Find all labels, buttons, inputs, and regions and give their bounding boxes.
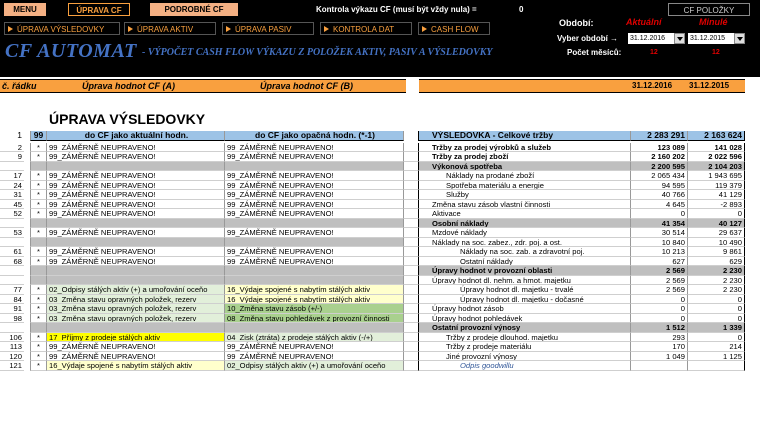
header-gap <box>404 131 418 141</box>
header-date-aktualni: 31.12.2016 <box>632 81 673 90</box>
table-row <box>0 361 760 371</box>
value-minule: -2 893 <box>687 200 745 210</box>
row-number: 17 <box>0 171 24 181</box>
value-aktualni: 4 645 <box>630 200 687 210</box>
vysledovka-label: Ostatní náklady <box>430 257 660 267</box>
value-minule: 40 127 <box>687 219 745 229</box>
row-marker: * <box>30 228 46 238</box>
minule-label: Minulé <box>699 17 728 27</box>
cf-b-select[interactable]: 16_Výdaje spojené s nabytím stálých aktiv <box>224 285 404 295</box>
radku-header: č. řádku <box>2 81 37 91</box>
uprava-a-header: Úprava hodnot CF (A) <box>82 81 175 91</box>
table-row <box>0 323 760 333</box>
vysledovka-label: Mzdové náklady <box>430 228 660 238</box>
cf-a-select[interactable]: 03_Změna stavu opravných položek, rezerv <box>46 304 224 314</box>
cf-b-select[interactable]: 99_ZÁMĚRNĚ NEUPRAVENO! <box>224 171 404 181</box>
row-marker: * <box>30 352 46 362</box>
nav-uprava-aktiv-button[interactable]: ÚPRAVA AKTIV <box>124 22 216 35</box>
cf-a-select[interactable] <box>46 219 224 229</box>
row-number: 2 <box>0 143 24 153</box>
cf-b-select[interactable] <box>224 266 404 276</box>
gap-cell <box>404 152 418 162</box>
cf-a-select[interactable]: 99_ZÁMĚRNĚ NEUPRAVENO! <box>46 152 224 162</box>
vysledovka-label: Úpravy hodnot dl. nehm. a hmot. majetku <box>430 276 660 286</box>
value-aktualni: 1 512 <box>630 323 687 333</box>
row-marker <box>30 162 46 172</box>
chevron-down-icon[interactable] <box>674 33 685 44</box>
table-row <box>0 162 760 172</box>
vysledovka-label: Tržby za prodej výrobků a služeb <box>430 143 660 153</box>
vysledovka-label: Odpis goodwillu <box>430 361 660 371</box>
row-number: 113 <box>0 342 24 352</box>
gap-cell <box>404 323 418 333</box>
cf-a-select[interactable] <box>46 276 224 286</box>
table-row <box>0 352 760 362</box>
cf-a-select[interactable]: 03_Změna stavu opravných položek, rezerv <box>46 295 224 305</box>
row-number: 120 <box>0 352 24 362</box>
cf-a-select[interactable] <box>46 266 224 276</box>
gap-cell <box>404 181 418 191</box>
table-row <box>0 238 760 248</box>
cf-b-select[interactable] <box>224 238 404 248</box>
value-aktualni: 627 <box>630 257 687 267</box>
value-aktualni: 2 065 434 <box>630 171 687 181</box>
cf-b-select[interactable]: 99_ZÁMĚRNĚ NEUPRAVENO! <box>224 190 404 200</box>
header-col-b: do CF jako opačná hodn. (*-1) <box>224 131 404 141</box>
row-marker: * <box>30 143 46 153</box>
header-col-a: do CF jako aktuální hodn. <box>46 131 224 141</box>
cf-a-select[interactable]: 99_ZÁMĚRNĚ NEUPRAVENO! <box>46 181 224 191</box>
gap-cell <box>404 285 418 295</box>
row-number: 61 <box>0 247 24 257</box>
value-minule: 1 339 <box>687 323 745 333</box>
gap-cell <box>404 295 418 305</box>
gap-cell <box>404 257 418 267</box>
value-minule: 629 <box>687 257 745 267</box>
value-aktualni: 0 <box>630 304 687 314</box>
date-aktualni-select[interactable]: 31.12.2016 <box>628 33 683 44</box>
value-aktualni: 0 <box>630 314 687 324</box>
row-marker: * <box>30 247 46 257</box>
pocet-minule: 12 <box>712 49 720 56</box>
table-row <box>0 285 760 295</box>
pocet-aktualni: 12 <box>650 49 658 56</box>
vysledovka-label: Výkonová spotřeba <box>430 162 660 172</box>
value-aktualni: 293 <box>630 333 687 343</box>
gap-cell <box>404 361 418 371</box>
value-minule: 2 230 <box>687 266 745 276</box>
value-aktualni: 0 <box>630 209 687 219</box>
value-aktualni: 2 200 595 <box>630 162 687 172</box>
value-minule: 0 <box>687 209 745 219</box>
value-aktualni: 10 840 <box>630 238 687 248</box>
cf-a-select[interactable]: 99_ZÁMĚRNĚ NEUPRAVENO! <box>46 143 224 153</box>
table-row <box>0 143 760 153</box>
gap-cell <box>404 228 418 238</box>
row-number: 9 <box>0 152 24 162</box>
value-aktualni: 2 569 <box>630 276 687 286</box>
kontrola-value: 0 <box>519 5 524 14</box>
nav-kontrola-dat-button[interactable]: KONTROLA DAT <box>320 22 412 35</box>
cf-b-select[interactable]: 99_ZÁMĚRNĚ NEUPRAVENO! <box>224 352 404 362</box>
value-minule: 0 <box>687 304 745 314</box>
table-row <box>0 200 760 210</box>
gap-cell <box>404 266 418 276</box>
vysledovka-label: Změna stavu zásob vlastní činnosti <box>430 200 660 210</box>
row-marker: * <box>30 361 46 371</box>
row-marker: * <box>30 304 46 314</box>
cf-a-select[interactable]: 99_ZÁMĚRNĚ NEUPRAVENO! <box>46 342 224 352</box>
row-number <box>0 266 24 276</box>
table-row <box>0 257 760 267</box>
row-marker: * <box>30 295 46 305</box>
gap-cell <box>404 200 418 210</box>
table-row <box>0 333 760 343</box>
column-header-bar <box>0 79 406 93</box>
row-marker: * <box>30 333 46 343</box>
cf-a-select[interactable]: 99_ZÁMĚRNĚ NEUPRAVENO! <box>46 352 224 362</box>
table-row <box>0 209 760 219</box>
gap-cell <box>404 209 418 219</box>
gap-cell <box>404 333 418 343</box>
row-number: 45 <box>0 200 24 210</box>
value-minule: 0 <box>687 333 745 343</box>
table-row <box>0 219 760 229</box>
gap-cell <box>404 276 418 286</box>
cf-a-select[interactable]: 03_Změna stavu opravných položek, rezerv <box>46 314 224 324</box>
header-star: 99 <box>30 131 46 141</box>
value-minule: 9 861 <box>687 247 745 257</box>
cf-a-select[interactable]: 02_Odpisy stálých aktiv (+) a umořování oceňo <box>46 285 224 295</box>
vysledovka-label: Tržby za prodej zboží <box>430 152 660 162</box>
table-row <box>0 152 760 162</box>
table-row <box>0 314 760 324</box>
vysledovka-label: Tržby z prodeje dlouhod. majetku <box>430 333 660 343</box>
row-marker <box>30 238 46 248</box>
row-number: 84 <box>0 295 24 305</box>
value-minule: 119 379 <box>687 181 745 191</box>
row-number <box>0 219 24 229</box>
cf-b-select[interactable] <box>224 219 404 229</box>
value-aktualni: 94 595 <box>630 181 687 191</box>
obdobi-label: Období: <box>559 18 594 28</box>
cf-a-select[interactable] <box>46 323 224 333</box>
cf-a-select[interactable]: 99_ZÁMĚRNĚ NEUPRAVENO! <box>46 247 224 257</box>
row-number: 77 <box>0 285 24 295</box>
value-aktualni: 2 160 202 <box>630 152 687 162</box>
gap-cell <box>404 143 418 153</box>
row-number: 52 <box>0 209 24 219</box>
cf-a-select[interactable]: 99_ZÁMĚRNĚ NEUPRAVENO! <box>46 209 224 219</box>
cf-a-select[interactable]: 99_ZÁMĚRNĚ NEUPRAVENO! <box>46 200 224 210</box>
cf-b-select[interactable] <box>224 276 404 286</box>
vysledovka-label: Osobní náklady <box>430 219 660 229</box>
gap-cell <box>404 238 418 248</box>
value-aktualni: 0 <box>630 295 687 305</box>
value-minule: 141 028 <box>687 143 745 153</box>
gap-cell <box>404 304 418 314</box>
app-subtitle: - VÝPOČET CASH FLOW VÝKAZU Z POLOŽEK AKTIV, PASIV A VÝSLEDOVKY <box>142 47 493 58</box>
value-minule: 2 104 203 <box>687 162 745 172</box>
cf-b-select[interactable]: 99_ZÁMĚRNĚ NEUPRAVENO! <box>224 200 404 210</box>
table-row <box>0 276 760 286</box>
value-aktualni: 1 049 <box>630 352 687 362</box>
table-row <box>0 228 760 238</box>
value-aktualni: 123 089 <box>630 143 687 153</box>
row-marker: * <box>30 209 46 219</box>
table-row <box>0 247 760 257</box>
cf-a-select[interactable] <box>46 238 224 248</box>
cf-b-select[interactable]: 99_ZÁMĚRNĚ NEUPRAVENO! <box>224 247 404 257</box>
value-aktualni: 2 569 <box>630 266 687 276</box>
vysledovka-label: Úpravy hodnot pohledávek <box>430 314 660 324</box>
cf-a-select[interactable]: 17_Příjmy z prodeje stálých aktiv <box>46 333 224 343</box>
gap-cell <box>404 314 418 324</box>
gap-cell <box>404 219 418 229</box>
row-marker: * <box>30 190 46 200</box>
vysledovka-label: Úpravy hodnot zásob <box>430 304 660 314</box>
row-number: 53 <box>0 228 24 238</box>
value-minule: 2 230 <box>687 285 745 295</box>
vysledovka-label: Úpravy hodnot v provozní oblasti <box>430 266 660 276</box>
vyber-obdobi-label: Vyber období → <box>557 34 619 43</box>
value-minule: 0 <box>687 295 745 305</box>
header-col-d: VÝSLEDOVKA - Celkové tržby <box>430 131 660 141</box>
cf-b-select[interactable]: 10_Změna stavu zásob (+/-) <box>224 304 404 314</box>
nav-cash-flow-button[interactable]: CASH FLOW <box>418 22 490 35</box>
row-number <box>0 238 24 248</box>
row-marker <box>30 276 46 286</box>
value-minule: 0 <box>687 314 745 324</box>
table-row <box>0 342 760 352</box>
section-title: ÚPRAVA VÝSLEDOVKY <box>49 111 206 127</box>
row-number <box>0 323 24 333</box>
row-marker: * <box>30 285 46 295</box>
gap-cell <box>404 162 418 172</box>
row-marker: * <box>30 342 46 352</box>
header-num: 1 <box>0 131 24 141</box>
vysledovka-label: Služby <box>430 190 660 200</box>
top-toolbar <box>0 0 760 77</box>
cf-a-select[interactable]: 99_ZÁMĚRNĚ NEUPRAVENO! <box>46 257 224 267</box>
value-minule: 41 129 <box>687 190 745 200</box>
value-minule: 214 <box>687 342 745 352</box>
cf-b-select[interactable]: 16_Výdaje spojené s nabytím stálých aktiv <box>224 295 404 305</box>
cf-b-select[interactable]: 04_Zisk (ztráta) z prodeje stálých aktiv (-/+) <box>224 333 404 343</box>
value-aktualni: 2 569 <box>630 285 687 295</box>
vysledovka-label: Ostatní provozní výnosy <box>430 323 660 333</box>
row-marker: * <box>30 314 46 324</box>
vysledovka-label: Spotřeba materiálu a energie <box>430 181 660 191</box>
vysledovka-label: Jiné provozní výnosy <box>430 352 660 362</box>
row-marker: * <box>30 171 46 181</box>
table-row <box>0 295 760 305</box>
value-minule <box>687 361 745 371</box>
cf-b-select[interactable]: 99_ZÁMĚRNĚ NEUPRAVENO! <box>224 143 404 153</box>
pocet-mesicu-label: Počet měsíců: <box>567 48 622 57</box>
vysledovka-label: Aktivace <box>430 209 660 219</box>
gap-cell <box>404 171 418 181</box>
gap-cell <box>404 190 418 200</box>
row-number <box>0 162 24 172</box>
header-v2: 2 163 624 <box>687 131 745 141</box>
row-number: 98 <box>0 314 24 324</box>
value-aktualni: 170 <box>630 342 687 352</box>
cf-b-select[interactable] <box>224 323 404 333</box>
cf-a-select[interactable]: 99_ZÁMĚRNĚ NEUPRAVENO! <box>46 190 224 200</box>
cf-b-select[interactable]: 02_Odpisy stálých aktiv (+) a umořování oceňo <box>224 361 404 371</box>
cf-b-select[interactable]: 99_ZÁMĚRNĚ NEUPRAVENO! <box>224 342 404 352</box>
vysledovka-label: Náklady na prodané zboží <box>430 171 660 181</box>
vysledovka-label: Náklady na soc. zabez., zdr. poj. a ost. <box>430 238 660 248</box>
value-minule: 10 490 <box>687 238 745 248</box>
chevron-down-icon[interactable] <box>734 33 745 44</box>
table-row <box>0 266 760 276</box>
row-marker <box>30 266 46 276</box>
cf-a-select[interactable]: 16_Výdaje spojené s nabytím stálých aktiv <box>46 361 224 371</box>
vysledovka-label: Náklady na soc. zab. a zdravotní poj. <box>430 247 660 257</box>
nav-uprava-pasiv-button[interactable]: ÚPRAVA PASIV <box>222 22 314 35</box>
row-number: 121 <box>0 361 24 371</box>
row-number: 91 <box>0 304 24 314</box>
value-minule: 2 230 <box>687 276 745 286</box>
row-number: 24 <box>0 181 24 191</box>
vysledovka-label: Úpravy hodnot dl. majetku - dočasné <box>430 295 660 305</box>
value-aktualni <box>630 361 687 371</box>
tab-podrobne-cf[interactable]: PODROBNÉ CF <box>150 3 238 16</box>
table-header-row <box>0 131 760 141</box>
cf-b-select[interactable]: 99_ZÁMĚRNĚ NEUPRAVENO! <box>224 209 404 219</box>
gap-cell <box>404 352 418 362</box>
vysledovka-label: Úpravy hodnot dl. majetku - trvalé <box>430 285 660 295</box>
cf-b-select[interactable]: 99_ZÁMĚRNĚ NEUPRAVENO! <box>224 181 404 191</box>
tab-menu[interactable]: MENU <box>4 3 46 16</box>
cf-a-select[interactable]: 99_ZÁMĚRNĚ NEUPRAVENO! <box>46 171 224 181</box>
uprava-b-header: Úprava hodnot CF (B) <box>260 81 353 91</box>
value-aktualni: 30 514 <box>630 228 687 238</box>
aktualni-label: Aktuální <box>626 17 662 27</box>
gap-cell <box>404 342 418 352</box>
value-aktualni: 41 354 <box>630 219 687 229</box>
value-minule: 1 943 695 <box>687 171 745 181</box>
cf-b-select[interactable]: 99_ZÁMĚRNĚ NEUPRAVENO! <box>224 257 404 267</box>
cf-b-select[interactable]: 08_Změna stavu pohledávek z provozní činnosti <box>224 314 404 324</box>
row-number: 68 <box>0 257 24 267</box>
row-marker: * <box>30 181 46 191</box>
gap-cell <box>404 247 418 257</box>
row-number: 106 <box>0 333 24 343</box>
tab-uprava-cf[interactable]: ÚPRAVA CF <box>68 3 130 16</box>
row-number: 31 <box>0 190 24 200</box>
table-row <box>0 181 760 191</box>
header-date-minule: 31.12.2015 <box>689 81 730 90</box>
date-minule-select[interactable]: 31.12.2015 <box>688 33 743 44</box>
row-marker: * <box>30 152 46 162</box>
table-row <box>0 190 760 200</box>
table-row <box>0 304 760 314</box>
value-minule: 29 637 <box>687 228 745 238</box>
value-aktualni: 40 766 <box>630 190 687 200</box>
date-header-bar <box>419 79 745 93</box>
cf-b-select[interactable]: 99_ZÁMĚRNĚ NEUPRAVENO! <box>224 228 404 238</box>
cf-a-select[interactable] <box>46 162 224 172</box>
cf-b-select[interactable]: 99_ZÁMĚRNĚ NEUPRAVENO! <box>224 152 404 162</box>
row-marker: * <box>30 257 46 267</box>
row-marker <box>30 323 46 333</box>
kontrola-label: Kontrola výkazu CF (musí být vždy nula) = <box>316 5 477 14</box>
value-aktualni: 10 213 <box>630 247 687 257</box>
cf-b-select[interactable] <box>224 162 404 172</box>
nav-uprava-vysledovky-button[interactable]: ÚPRAVA VÝSLEDOVKY <box>4 22 120 35</box>
row-number <box>0 276 24 286</box>
app-title: CF AUTOMAT <box>5 40 137 62</box>
header-v1: 2 283 291 <box>630 131 687 141</box>
cf-a-select[interactable]: 99_ZÁMĚRNĚ NEUPRAVENO! <box>46 228 224 238</box>
table-row <box>0 171 760 181</box>
value-minule: 1 125 <box>687 352 745 362</box>
row-marker: * <box>30 200 46 210</box>
vysledovka-label: Tržby z prodeje materiálu <box>430 342 660 352</box>
row-marker <box>30 219 46 229</box>
value-minule: 2 022 596 <box>687 152 745 162</box>
cf-polozky-button[interactable]: CF POLOŽKY <box>668 3 750 16</box>
